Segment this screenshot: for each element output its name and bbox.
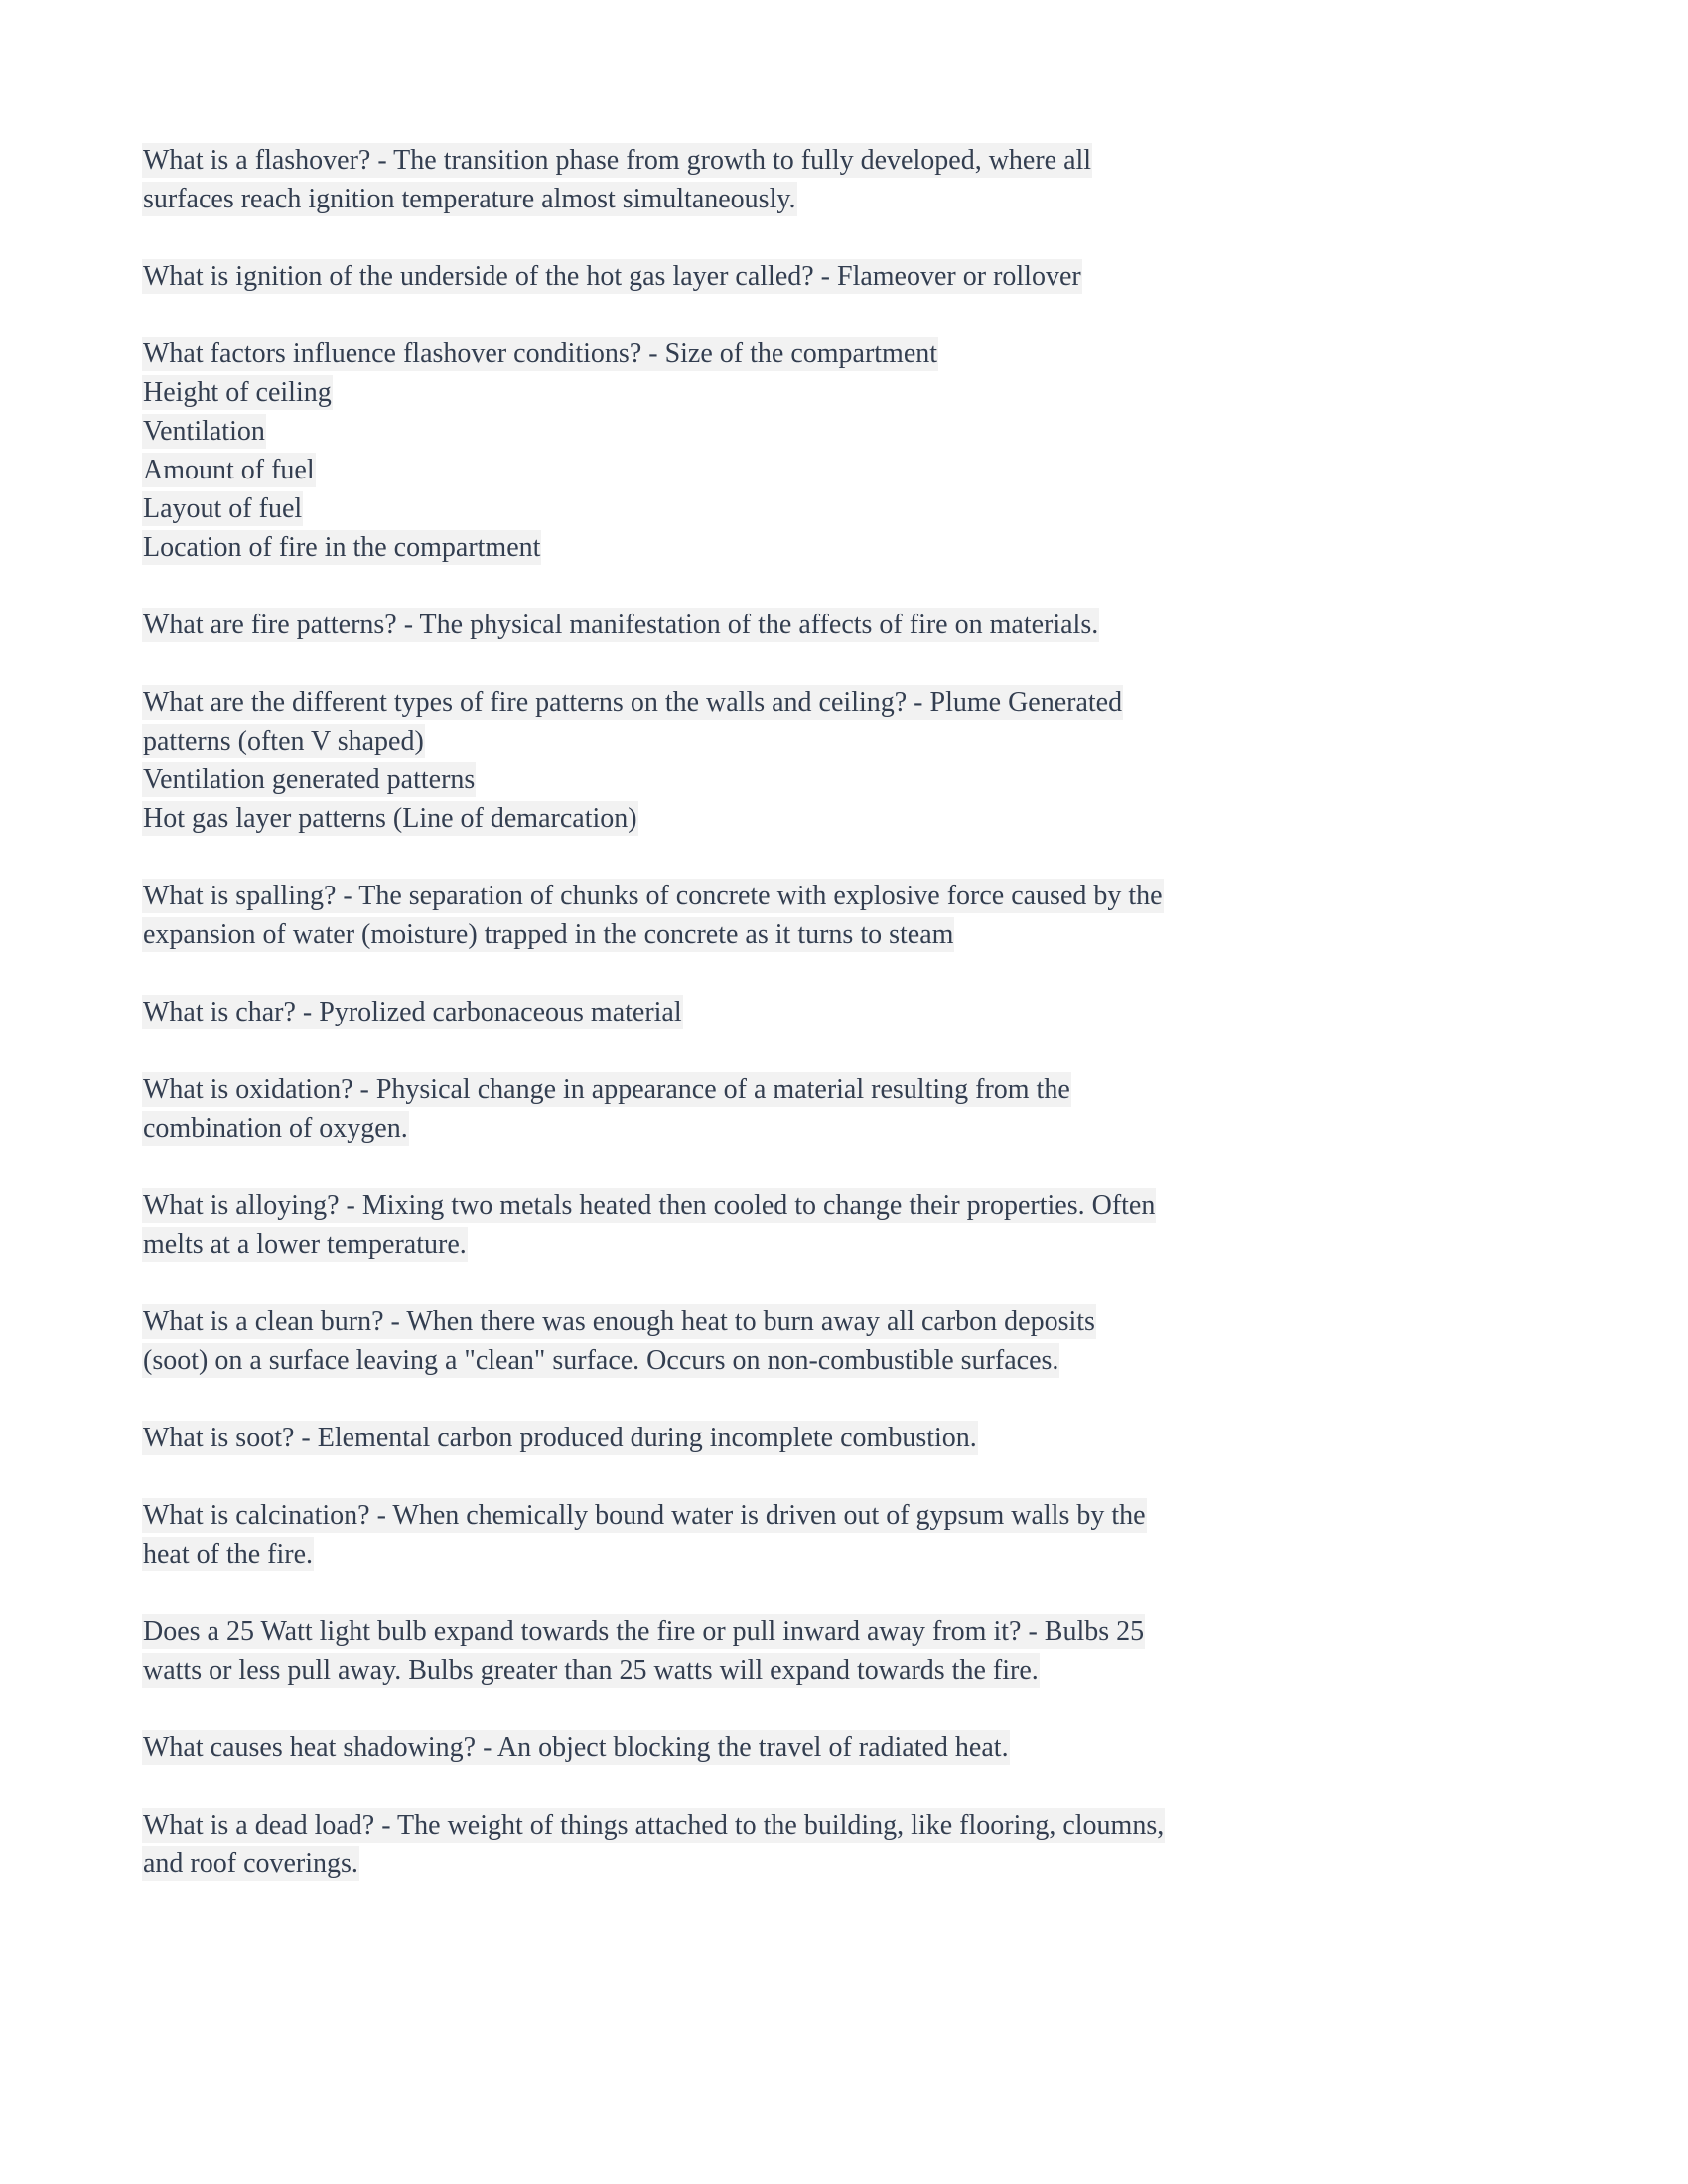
text-line [142,257,1489,296]
paragraph [142,683,1489,838]
text-line-content: What are fire patterns? - The physical manifestation of the affects of fire on materials. [143,610,1099,640]
text-line [142,1225,1489,1264]
text-line [142,451,1489,489]
text-line [142,1496,1489,1535]
text-line-content: patterns (often V shaped) [143,726,424,756]
text-line [142,1302,1489,1341]
text-line-content: watts or less pull away. Bulbs greater than 25 watts will expand towards the fire. [143,1655,1039,1686]
text-line-content: What is a flashover? - The transition phase from growth to fully developed, where all [143,145,1092,176]
text-line [142,373,1489,412]
paragraph [142,335,1489,567]
text-line-content: What is alloying? - Mixing two metals heated then cooled to change their properties. Often [143,1190,1156,1221]
paragraph [142,1496,1489,1573]
paragraph [142,877,1489,954]
text-line [142,1419,1489,1457]
paragraph [142,1612,1489,1690]
text-line-content: What are the different types of fire patterns on the walls and ceiling? - Plume Generated [143,687,1123,718]
text-line [142,799,1489,838]
text-line-content: and roof coverings. [143,1848,358,1879]
text-line-content: What is a dead load? - The weight of things attached to the building, like flooring, cloumns, [143,1810,1165,1841]
text-line [142,606,1489,644]
text-line [142,1186,1489,1225]
text-line [142,877,1489,915]
text-line-content: Does a 25 Watt light bulb expand towards the fire or pull inward away from it? - Bulbs 25 [143,1616,1145,1647]
text-line-content: combination of oxygen. [143,1113,408,1144]
text-line-content: What is ignition of the underside of the hot gas layer called? - Flameover or rollover [143,261,1081,292]
text-line-content: Location of fire in the compartment [143,532,541,563]
text-line [142,1728,1489,1767]
text-line-content: What is spalling? - The separation of chunks of concrete with explosive force caused by the [143,881,1163,911]
paragraph [142,1070,1489,1148]
text-line-content: What is calcination? - When chemically bound water is driven out of gypsum walls by the [143,1500,1146,1531]
paragraph [142,141,1489,218]
text-line [142,141,1489,180]
text-line [142,722,1489,760]
text-line [142,1806,1489,1844]
text-line [142,683,1489,722]
text-line [142,528,1489,567]
text-line-content: melts at a lower temperature. [143,1229,467,1260]
paragraph [142,1806,1489,1883]
text-line-content: What causes heat shadowing? - An object blocking the travel of radiated heat. [143,1732,1009,1763]
text-line [142,1844,1489,1883]
text-line-content: What is oxidation? - Physical change in appearance of a material resulting from the [143,1074,1070,1105]
text-line [142,915,1489,954]
text-line [142,1535,1489,1573]
text-line-content: What is soot? - Elemental carbon produced during incomplete combustion. [143,1423,977,1453]
paragraph [142,1728,1489,1767]
text-line-content: Height of ceiling [143,377,332,408]
paragraph [142,1302,1489,1380]
paragraph [142,606,1489,644]
text-line-content: Hot gas layer patterns (Line of demarcation) [143,803,637,834]
text-line [142,335,1489,373]
text-line [142,412,1489,451]
paragraph [142,1419,1489,1457]
text-line [142,1651,1489,1690]
text-line-content: Ventilation [143,416,265,447]
document-content [142,141,1489,1883]
text-line [142,1341,1489,1380]
text-line-content: surfaces reach ignition temperature almost simultaneously. [143,184,796,214]
text-line-content: What factors influence flashover conditions? - Size of the compartment [143,339,938,369]
text-line [142,1109,1489,1148]
text-line-content: What is char? - Pyrolized carbonaceous material [143,997,682,1027]
paragraph [142,993,1489,1031]
text-line-content: Amount of fuel [143,455,315,485]
text-line-content: What is a clean burn? - When there was enough heat to burn away all carbon deposits [143,1306,1095,1337]
text-line [142,760,1489,799]
text-line [142,1070,1489,1109]
text-line [142,993,1489,1031]
paragraph [142,1186,1489,1264]
text-line [142,1612,1489,1651]
text-line-content: Ventilation generated patterns [143,764,476,795]
text-line [142,489,1489,528]
text-line-content: heat of the fire. [143,1539,314,1570]
text-line-content: expansion of water (moisture) trapped in the concrete as it turns to steam [143,919,954,950]
paragraph [142,257,1489,296]
text-line [142,180,1489,218]
text-line-content: (soot) on a surface leaving a "clean" surface. Occurs on non-combustible surfaces. [143,1345,1059,1376]
text-line-content: Layout of fuel [143,493,303,524]
